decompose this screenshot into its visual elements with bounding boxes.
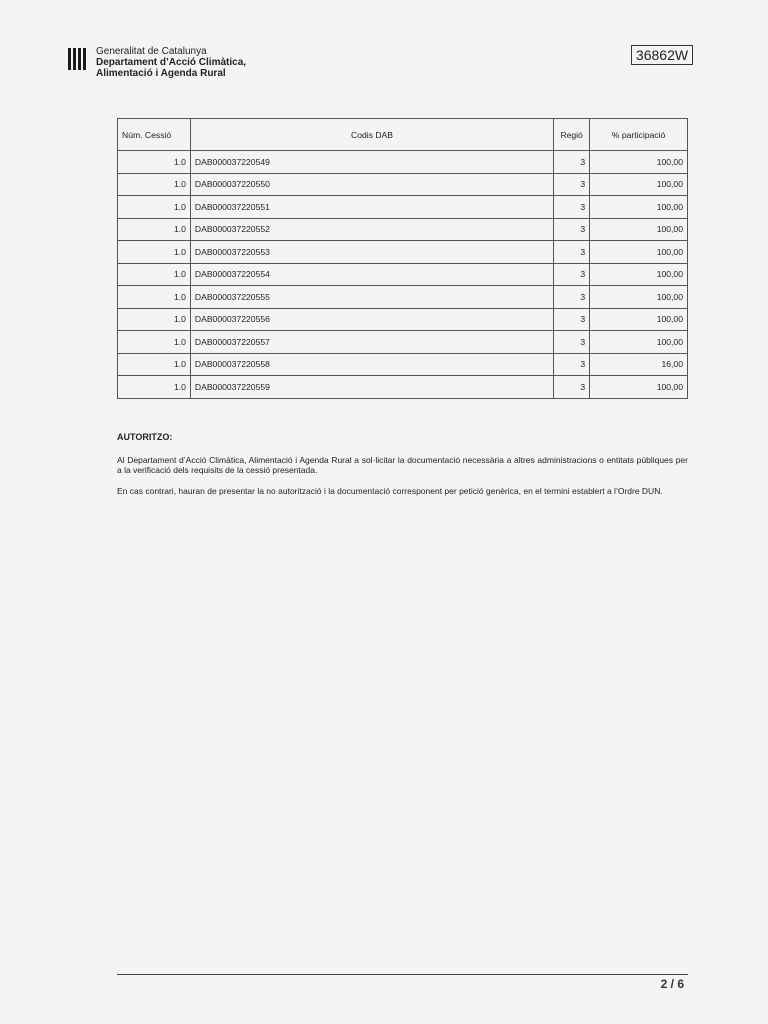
cell-participacio: 100,00 — [590, 151, 688, 174]
table-row — [118, 331, 688, 354]
cell-regio: 3 — [554, 286, 590, 309]
table-row — [118, 308, 688, 331]
cell-participacio: 100,00 — [590, 286, 688, 309]
cell-dab-code: DAB000037220557 — [190, 331, 553, 354]
cell-participacio: 100,00 — [590, 263, 688, 286]
cell-regio: 3 — [554, 376, 590, 399]
cell-dab-code: DAB000037220550 — [190, 173, 553, 196]
cell-regio: 3 — [554, 331, 590, 354]
table-row — [118, 218, 688, 241]
table-row — [118, 263, 688, 286]
cell-participacio: 100,00 — [590, 331, 688, 354]
cell-regio: 3 — [554, 241, 590, 264]
header-participacio: % participació — [590, 119, 688, 151]
organization-block — [96, 46, 246, 79]
cell-regio: 3 — [554, 196, 590, 219]
document-id-box: 36862W — [631, 45, 693, 65]
cell-regio: 3 — [554, 218, 590, 241]
cell-num-cessio: 1.0 — [118, 196, 191, 219]
cell-participacio: 16,00 — [590, 353, 688, 376]
cell-num-cessio: 1.0 — [118, 218, 191, 241]
cell-num-cessio: 1.0 — [118, 286, 191, 309]
cell-dab-code: DAB000037220551 — [190, 196, 553, 219]
authorization-paragraph-1: Al Departament d’Acció Climàtica, Alimentació i Agenda Rural a sol·licitar la documentació necessària a altres administracions o entitats públiques per a la verificació dels requisits de la cessió presentada. — [117, 454, 688, 475]
table-row — [118, 196, 688, 219]
cell-participacio: 100,00 — [590, 376, 688, 399]
cell-num-cessio: 1.0 — [118, 173, 191, 196]
cell-dab-code: DAB000037220555 — [190, 286, 553, 309]
cell-dab-code: DAB000037220559 — [190, 376, 553, 399]
header-regio: Regió — [554, 119, 590, 151]
department-name-line1: Departament d’Acció Climàtica, — [96, 57, 247, 68]
cell-participacio: 100,00 — [590, 241, 688, 264]
cell-participacio: 100,00 — [590, 196, 688, 219]
cell-participacio: 100,00 — [590, 173, 688, 196]
cell-participacio: 100,00 — [590, 218, 688, 241]
cell-dab-code: DAB000037220552 — [190, 218, 553, 241]
cell-regio: 3 — [554, 173, 590, 196]
cell-num-cessio: 1.0 — [118, 308, 191, 331]
cell-dab-code: DAB000037220558 — [190, 353, 553, 376]
department-name-line2: Alimentació i Agenda Rural — [96, 68, 226, 79]
footer-divider — [117, 974, 688, 975]
cell-num-cessio: 1.0 — [118, 353, 191, 376]
cell-dab-code: DAB000037220549 — [190, 151, 553, 174]
authorization-title: AUTORITZO: — [117, 432, 173, 442]
cell-participacio: 100,00 — [590, 308, 688, 331]
table-row — [118, 286, 688, 309]
cession-table — [117, 118, 688, 399]
table-row — [118, 376, 688, 399]
table-row — [118, 241, 688, 264]
page-number: 2 / 6 — [660, 977, 684, 991]
cell-num-cessio: 1.0 — [118, 331, 191, 354]
cell-regio: 3 — [554, 308, 590, 331]
cell-num-cessio: 1.0 — [118, 151, 191, 174]
cell-regio: 3 — [554, 263, 590, 286]
table-header-row — [118, 119, 688, 151]
table-row — [118, 173, 688, 196]
cell-dab-code: DAB000037220553 — [190, 241, 553, 264]
cell-regio: 3 — [554, 353, 590, 376]
cell-num-cessio: 1.0 — [118, 376, 191, 399]
cell-num-cessio: 1.0 — [118, 263, 191, 286]
table-row — [118, 353, 688, 376]
org-name: Generalitat de Catalunya — [96, 46, 207, 57]
cell-num-cessio: 1.0 — [118, 241, 191, 264]
cell-dab-code: DAB000037220556 — [190, 308, 553, 331]
cell-regio: 3 — [554, 151, 590, 174]
header-num-cessio: Núm. Cessió — [118, 119, 191, 151]
cell-dab-code: DAB000037220554 — [190, 263, 553, 286]
authorization-section — [117, 432, 688, 506]
authorization-paragraph-2: En cas contrari, hauran de presentar la no autorització i la documentació corresponent per petició genèrica, en el termini establert a l’Ordre DUN. — [117, 485, 663, 496]
table-row — [118, 151, 688, 174]
header-codis-dab: Codis DAB — [190, 119, 553, 151]
page-header — [68, 46, 246, 79]
generalitat-logo-icon — [68, 48, 88, 70]
